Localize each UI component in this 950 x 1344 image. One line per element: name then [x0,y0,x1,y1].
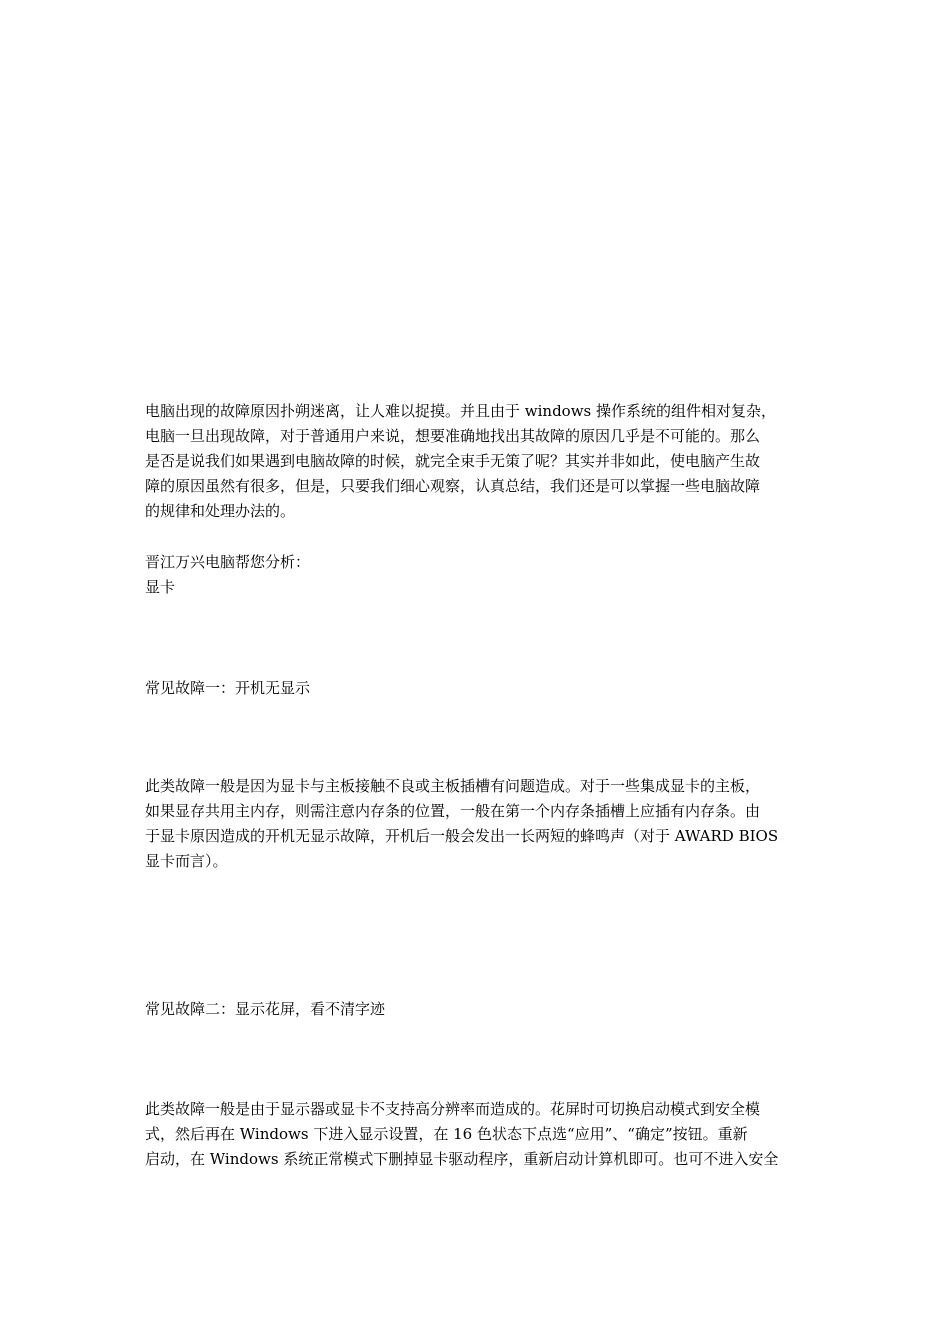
fault2-paragraph [145,1097,809,1172]
intro-line: 障的原因虽然有很多，但是，只要我们细心观察，认真总结，我们还是可以掌握一些电脑故障 [145,477,761,495]
intro-paragraph [145,399,809,524]
fault1-line: 显卡而言）。 [145,852,228,870]
intro-line: 电脑出现的故障原因扑朔迷离，让人难以捉摸。并且由于 windows 操作系统的组件相对复杂， [145,402,777,420]
intro-line: 的规律和处理办法的。 [145,502,296,520]
analysis-label: 晋江万兴电脑帮您分析： [145,553,311,571]
fault2-line: 式，然后再在 Windows 下进入显示设置，在 16 色状态下点选“应用”、“确定”按钮。重新 [145,1125,748,1143]
fault1-paragraph [145,774,809,874]
section-label: 显卡 [145,578,176,596]
fault2-heading: 常见故障二：显示花屏，看不清字迹 [145,1000,386,1018]
fault2-line: 启动，在 Windows 系统正常模式下删掉显卡驱动程序，重新启动计算机即可。也可不进入安全 [145,1150,779,1168]
fault1-line: 于显卡原因造成的开机无显示故障，开机后一般会发出一长两短的蜂鸣声（对于 AWARD BIOS [145,827,779,845]
fault1-heading: 常见故障一：开机无显示 [145,679,311,697]
intro-line: 电脑一旦出现故障，对于普通用户来说，想要准确地找出其故障的原因几乎是不可能的。那么 [145,427,761,445]
intro-line: 是否是说我们如果遇到电脑故障的时候，就完全束手无策了呢？其实并非如此，使电脑产生故 [145,452,761,470]
fault1-line: 此类故障一般是因为显卡与主板接触不良或主板插槽有问题造成。对于一些集成显卡的主板， [145,777,761,795]
fault2-line: 此类故障一般是由于显示器或显卡不支持高分辨率而造成的。花屏时可切换启动模式到安全模 [145,1100,761,1118]
fault1-line: 如果显存共用主内存，则需注意内存条的位置，一般在第一个内存条插槽上应插有内存条。由 [145,802,761,820]
